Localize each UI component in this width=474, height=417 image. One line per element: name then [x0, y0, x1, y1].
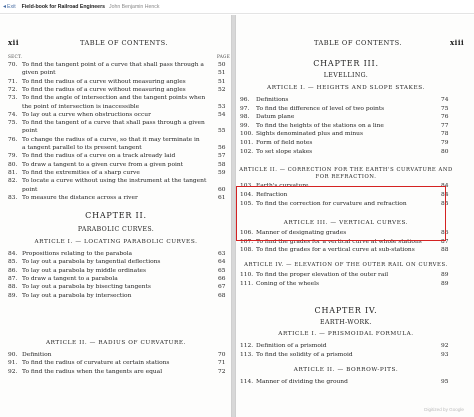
- entry-title: Propositions relating to the parabola: [22, 251, 133, 257]
- entry-page-number: 68: [218, 292, 226, 299]
- section-number: 101.: [240, 140, 254, 146]
- entry-title: To draw a tangent to a given curve from a given point: [22, 161, 184, 168]
- page-number: xii: [8, 38, 19, 47]
- section-number: 73.: [8, 95, 18, 102]
- entry-title: To find the radius when the tangents are equal: [22, 368, 163, 375]
- entry-title: To locate a curve without using the instrument at the tangent: [22, 178, 207, 185]
- entry-page-number: 57: [218, 153, 226, 160]
- entry-page-number: 52: [218, 86, 226, 93]
- column-header-page: PAGE: [217, 54, 231, 59]
- toc-entry: [240, 343, 327, 350]
- back-arrow-icon: ◂: [3, 4, 7, 10]
- toc-entry: [8, 153, 175, 160]
- section-number: 102.: [240, 148, 254, 155]
- book-title: Field-book for Railroad Engineers: [21, 3, 105, 10]
- section-number: 112.: [240, 343, 254, 349]
- section-number: 106.: [240, 230, 254, 236]
- section-number: 81.: [8, 169, 18, 176]
- toc-entry: [8, 87, 186, 94]
- section-number: 92.: [8, 368, 18, 375]
- section-number: 76.: [8, 136, 18, 143]
- running-head: TABLE OF CONTENTS.: [80, 39, 168, 47]
- section-number: 86.: [8, 267, 18, 274]
- section-number: 104.: [240, 191, 254, 198]
- section-number: 99.: [240, 122, 250, 129]
- running-head: TABLE OF CONTENTS.: [314, 39, 402, 47]
- entry-page-number: 84: [441, 191, 449, 198]
- entry-page-number: 51: [218, 78, 226, 85]
- entry-page-number: 55: [218, 128, 226, 135]
- entry-title: To find the tangent point of a curve that shall pass through a: [22, 62, 204, 68]
- entry-page-number: 70: [218, 352, 226, 358]
- entry-title: To find the tangent of a curve that shall pass through a given: [22, 120, 205, 127]
- toc-entry: [8, 170, 140, 177]
- section-number: 111.: [240, 280, 254, 287]
- chapter-subtitle: PARABOLIC CURVES.: [77, 226, 155, 233]
- entry-title: Definition: [22, 352, 52, 358]
- entry-page-number: 88: [441, 247, 449, 254]
- section-number: 113.: [240, 351, 254, 358]
- entry-title: To lay out a parabola by tangential deflections: [22, 259, 161, 266]
- toc-entry: [8, 276, 118, 283]
- entry-title: To find the radius of a curve without measuring angles: [22, 78, 186, 85]
- entry-page-number: 56: [218, 145, 226, 151]
- chapter-title: CHAPTER III.: [313, 59, 379, 68]
- entry-page-number: 59: [218, 169, 226, 176]
- entry-page-number: 64: [218, 259, 226, 266]
- entry-title: To find the heights of the stations on a line: [256, 122, 384, 129]
- page-number: xiii: [450, 38, 465, 47]
- article-title: ARTICLE II. — BORROW-PITS.: [293, 367, 399, 373]
- toc-entry: [240, 352, 353, 359]
- entry-page-number: 54: [218, 111, 226, 118]
- entry-page-number: 63: [218, 251, 226, 257]
- entry-title: a tangent parallel to its present tangent: [22, 145, 142, 151]
- article-title: ARTICLE II. — RADIUS OF CURVATURE.: [45, 340, 187, 346]
- entry-page-number: 78: [441, 131, 449, 138]
- entry-page-number: 89: [441, 272, 449, 278]
- entry-title: Definition of a prismoid: [256, 343, 327, 349]
- toc-entry: [8, 112, 151, 119]
- highlight-box: [236, 186, 446, 241]
- section-number: 114.: [240, 379, 254, 385]
- section-number: 71.: [8, 78, 18, 85]
- section-number: 110.: [240, 272, 254, 278]
- entry-page-number: 80: [441, 148, 449, 155]
- entry-page-number: 93: [441, 351, 449, 358]
- entry-page-number: 66: [218, 275, 226, 282]
- toc-entry: [8, 137, 200, 144]
- entry-page-number: 85: [441, 200, 449, 207]
- section-number: 98.: [240, 114, 250, 121]
- toc-entry: [8, 104, 139, 111]
- toc-entry: [240, 281, 319, 288]
- entry-title: To lay out a parabola by bisecting tangents: [22, 284, 151, 291]
- article-title: ARTICLE I. — PRISMOIDAL FORMULA.: [278, 331, 414, 337]
- section-number: 87.: [8, 275, 18, 282]
- entry-title: To lay out a parabola by intersection: [22, 292, 132, 299]
- entry-page-number: 77: [441, 122, 449, 129]
- section-number: 84.: [8, 251, 18, 257]
- section-number: 74.: [8, 111, 18, 118]
- article-title: ARTICLE I. — HEIGHTS AND SLOPE STAKES.: [267, 85, 425, 91]
- entry-page-number: 60: [218, 186, 226, 193]
- section-number: 107.: [240, 238, 254, 245]
- entry-title: Sights denominated plus and minus: [256, 131, 363, 138]
- toc-entry: [240, 131, 363, 138]
- section-number: 80.: [8, 161, 18, 168]
- article-title: ARTICLE I. — LOCATING PARABOLIC CURVES.: [34, 239, 198, 245]
- toc-entry: [8, 95, 205, 102]
- toc-entry: [240, 379, 348, 386]
- toc-entry: [8, 293, 131, 300]
- toc-entry: [8, 284, 151, 291]
- toc-entry: [8, 79, 186, 86]
- entry-title: To find the extremities of a sharp curve: [22, 169, 140, 176]
- entry-title: To change the radius of a curve, so that it may terminate in: [22, 136, 200, 143]
- entry-page-number: 75: [441, 105, 449, 112]
- entry-page-number: 87: [441, 238, 449, 245]
- chapter-subtitle: EARTH-WORK.: [320, 319, 372, 326]
- section-number: 85.: [8, 259, 18, 266]
- entry-page-number: 86: [441, 230, 449, 236]
- toc-entry: [8, 162, 183, 169]
- section-number: 91.: [8, 360, 18, 367]
- entry-title: To find the solidity of a prismoid: [256, 351, 353, 358]
- entry-page-number: 53: [218, 103, 226, 110]
- toc-entry: [8, 259, 160, 266]
- toc-entry: [240, 97, 288, 104]
- entry-page-number: 58: [218, 161, 226, 168]
- entry-page-number: 92: [441, 343, 449, 349]
- toc-entry: [240, 272, 388, 279]
- chapter-title: CHAPTER IV.: [314, 306, 378, 315]
- entry-page-number: 74: [441, 97, 449, 103]
- entry-page-number: 89: [441, 280, 449, 287]
- section-number: 79.: [8, 153, 18, 160]
- section-number: 82.: [8, 178, 18, 185]
- toc-entry: [8, 352, 51, 359]
- toc-entry: [240, 123, 384, 130]
- left-page: [0, 15, 232, 417]
- entry-page-number: 51: [218, 70, 226, 77]
- entry-page-number: 72: [218, 368, 226, 375]
- entry-title: To find the radius of curvature at certain stations: [22, 360, 170, 367]
- article-title: ARTICLE IV. — ELEVATION OF THE OUTER RAIL ON CURVES.: [244, 262, 448, 268]
- entry-title: To set slope stakes: [256, 148, 313, 155]
- entry-title: the point of intersection is inaccessible: [22, 103, 140, 110]
- entry-title: To find the radius of a curve on a track already laid: [22, 153, 176, 160]
- toc-entry: [8, 70, 56, 77]
- toc-entry: [8, 128, 37, 135]
- toc-entry: [240, 149, 312, 156]
- entry-title: point: [22, 186, 38, 193]
- chapter-subtitle: LEVELLING.: [323, 72, 369, 79]
- toc-entry: [240, 106, 384, 113]
- section-number: 88.: [8, 284, 18, 291]
- toc-entry: [240, 114, 294, 121]
- entry-title: Coning of the wheels: [256, 280, 320, 287]
- toc-entry: [8, 360, 169, 367]
- toc-entry: [8, 120, 205, 127]
- entry-title: point: [22, 128, 38, 135]
- entry-page-number: 76: [441, 114, 449, 121]
- section-number: 105.: [240, 200, 254, 207]
- viewer-toolbar: [0, 0, 474, 14]
- entry-title: To find the grades for a vertical curve at whole stations: [256, 238, 422, 245]
- entry-title: To measure the distance across a river: [22, 194, 138, 201]
- article-title: ARTICLE II. — CORRECTION FOR THE EARTH'S CURVATURE AND: [239, 167, 453, 173]
- section-number: 72.: [8, 86, 18, 93]
- toc-entry: [8, 195, 138, 202]
- article-title-continued: FOR REFRACTION.: [315, 174, 377, 180]
- entry-title: Earth's curvature: [256, 183, 309, 189]
- entry-title: Refraction: [256, 191, 288, 198]
- toc-entry: [8, 268, 146, 275]
- entry-title: To find the radius of a curve without measuring angles: [22, 86, 186, 93]
- entry-title: To find the proper elevation of the outer rail: [256, 272, 389, 278]
- watermark: Digitized by Google: [424, 407, 464, 412]
- chapter-title: CHAPTER II.: [85, 211, 147, 220]
- entry-title: Definitions: [256, 97, 289, 103]
- entry-page-number: 71: [218, 360, 226, 367]
- entry-title: given point: [22, 70, 56, 77]
- toc-entry: [240, 247, 415, 254]
- toc-entry: [240, 140, 312, 147]
- entry-title: To find the grades for a vertical curve at sub-stations: [256, 247, 415, 254]
- article-title: ARTICLE III. — VERTICAL CURVES.: [283, 220, 409, 226]
- section-number: 70.: [8, 62, 18, 68]
- toc-entry: [8, 62, 204, 69]
- entry-title: To lay out a parabola by middle ordinates: [22, 267, 147, 274]
- entry-page-number: 84: [441, 183, 449, 189]
- exit-button[interactable]: ◂Exit: [3, 4, 16, 10]
- entry-page-number: 65: [218, 267, 226, 274]
- entry-title: To find the angle of intersection and the tangent points when: [22, 95, 206, 102]
- entry-title: To draw a tangent to a parabola: [22, 275, 118, 282]
- section-number: 97.: [240, 105, 250, 112]
- section-number: 103.: [240, 183, 254, 189]
- toc-entry: [8, 178, 206, 185]
- toc-entry: [8, 251, 132, 258]
- section-number: 89.: [8, 292, 18, 299]
- entry-title: To find the correction for curvature and refraction: [256, 200, 407, 207]
- entry-title: Manner of designating grades: [256, 230, 347, 236]
- section-number: 100.: [240, 131, 254, 138]
- entry-page-number: 67: [218, 284, 226, 291]
- entry-page-number: 79: [441, 140, 449, 146]
- entry-page-number: 61: [218, 194, 226, 201]
- section-number: 108.: [240, 247, 254, 254]
- section-number: 75.: [8, 120, 18, 127]
- section-number: 96.: [240, 97, 250, 103]
- entry-title: Datum plane: [256, 114, 295, 121]
- book-author: John Benjamin Henck: [108, 3, 160, 10]
- entry-title: Manner of dividing the ground: [256, 379, 348, 385]
- entry-title: Form of field notes: [256, 140, 313, 146]
- entry-page-number: 50: [218, 62, 226, 68]
- toc-entry: [8, 369, 162, 376]
- entry-title: To lay out a curve when obstructions occur: [22, 111, 151, 118]
- toc-entry: [8, 145, 142, 152]
- entry-title: To find the difference of level of two points: [256, 105, 385, 112]
- section-number: 83.: [8, 194, 18, 201]
- toc-entry: [8, 187, 37, 194]
- column-header-sect: SECT.: [8, 54, 23, 59]
- entry-page-number: 95: [441, 379, 449, 385]
- section-number: 90.: [8, 352, 18, 358]
